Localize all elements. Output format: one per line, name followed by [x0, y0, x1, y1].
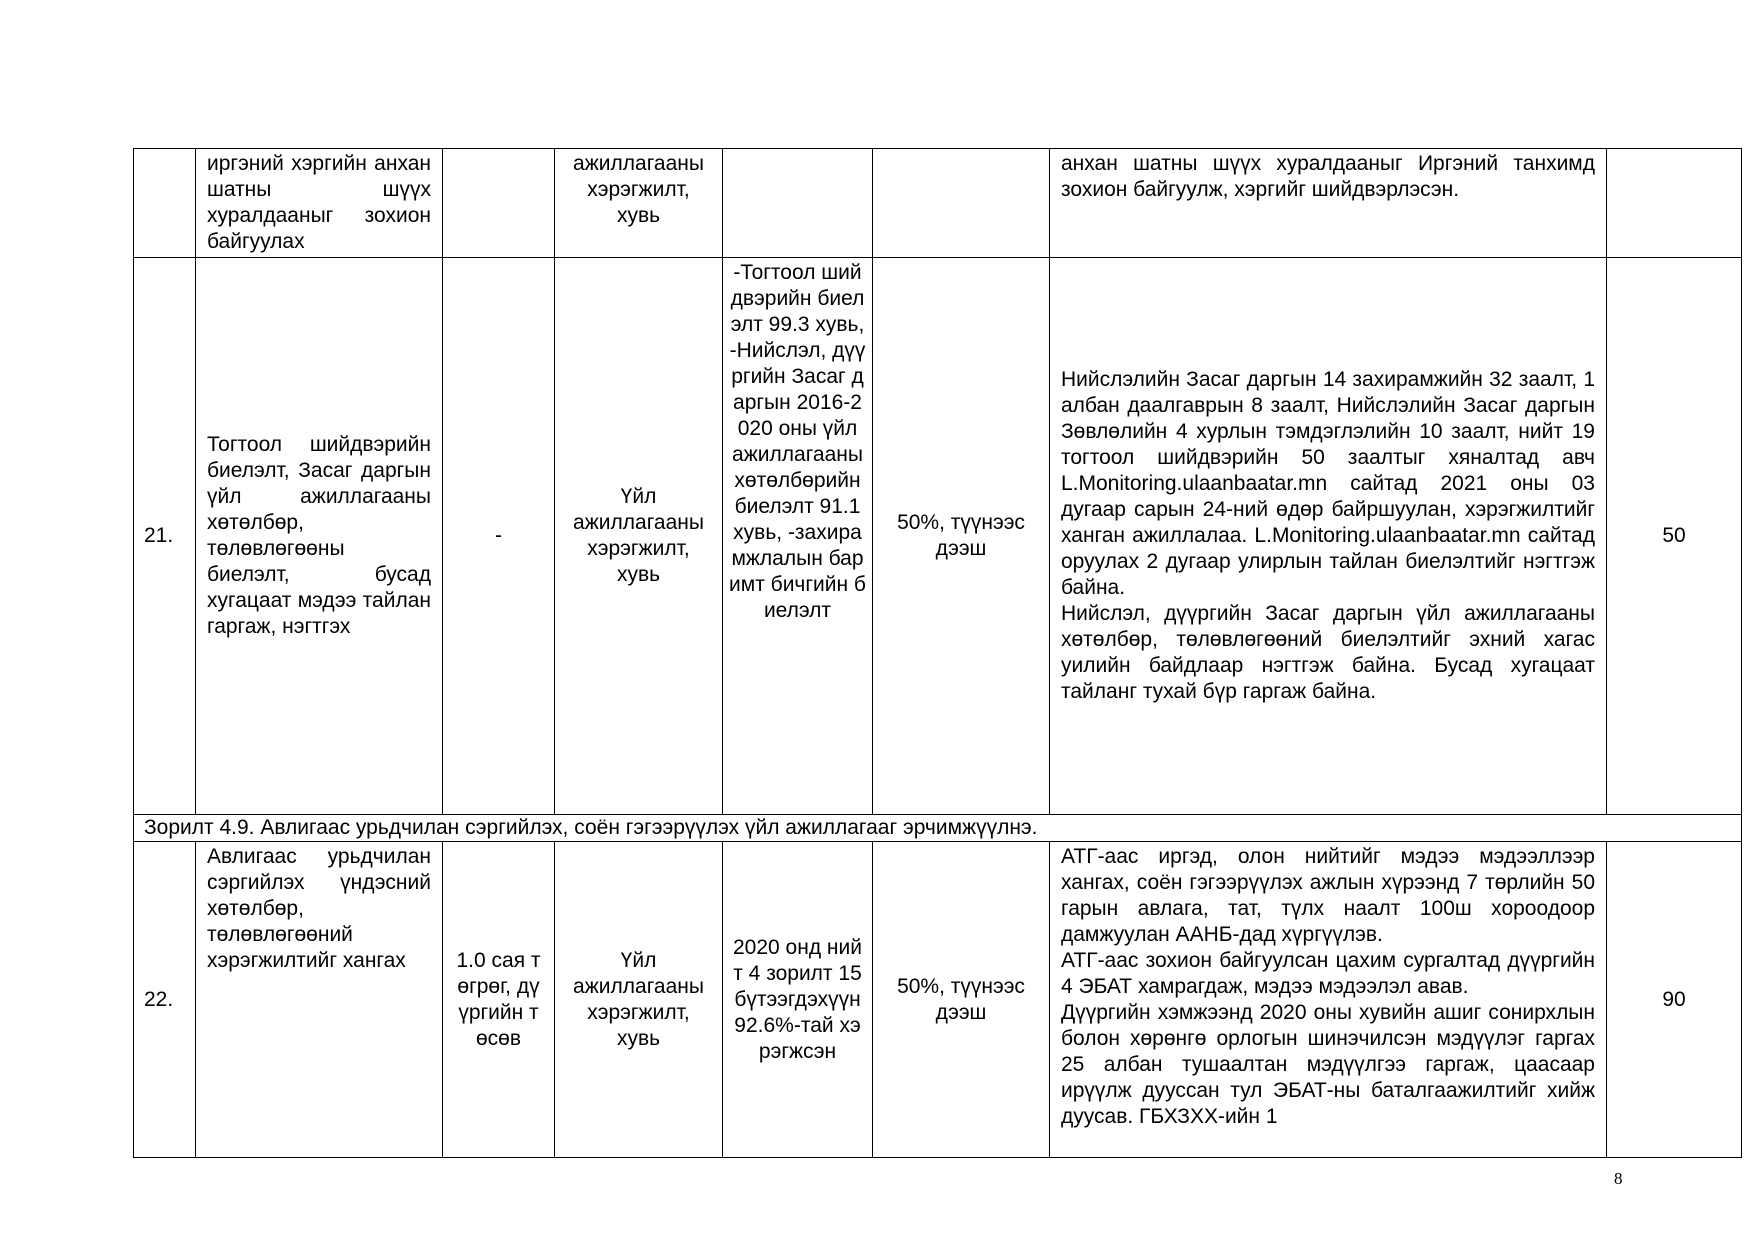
row-number-cell: 21. — [134, 258, 196, 815]
budget-cell: - — [443, 258, 555, 815]
score-cell: 90 — [1607, 842, 1742, 1158]
target-cell: 50%, түүнээс дээш — [873, 258, 1050, 815]
section-title: Зорилт 4.9. Авлигаас урьдчилан сэргийлэх, соён гэгээрүүлэх үйл ажиллагааг эрчимжүүлнэ. — [134, 815, 1742, 842]
baseline-cell: -Тогтоол шийдвэрийн биелэлт 99.3 хувь, -Нийслэл, дүүргийн Засаг даргын 2016-2020 оны үйл ажиллагааны хөтөлбөрийн биелэлт 91.1 хувь, -захирамжлалын баримт бичгийн биелэлт — [723, 258, 873, 815]
target-cell — [873, 149, 1050, 258]
indicator-cell: Үйл ажиллагааны хэрэгжилт, хувь — [555, 842, 723, 1158]
report-paragraph: АТГ-аас зохион байгуулсан цахим сургалтад дүүргийн 4 ЭБАТ хамрагдаж, мэдээ мэдээлэл авав. — [1061, 949, 1595, 998]
activity-cell: Авлигаас урьдчилан сэргийлэх үндэсний хөтөлбөр, төлөвлөгөөний хэрэгжилтийг хангах — [196, 842, 443, 1158]
row-number-cell — [134, 149, 196, 258]
report-cell: анхан шатны шүүх хуралдааныг Иргэний танхимд зохион байгуулж, хэргийг шийдвэрлэсэн. — [1050, 149, 1607, 258]
score-cell — [1607, 149, 1742, 258]
table-row — [134, 258, 1742, 815]
score-cell: 50 — [1607, 258, 1742, 815]
report-paragraph: Дүүргийн хэмжээнд 2020 оны хувийн ашиг сонирхлын болон хөрөнгө орлогын шинэчилсэн мэдүүлэг гаргах 25 албан тушаалтан мэдүүлгээ гаргаж, цаасаар ирүүлж дууссан тул ЭБАТ-ны баталгаажилтийг хийж дуусав. ГБХЗХХ-ийн 1 — [1061, 1001, 1595, 1128]
activity-cell: иргэний хэргийн анхан шатны шүүх хуралдааныг зохион байгуулах — [196, 149, 443, 258]
report-paragraph: АТГ-аас иргэд, олон нийтийг мэдээ мэдээллээр хангах, соён гэгээрүүлэх ажлын хүрээнд 7 төрлийн 50 гарын авлага, тат, түлх наалт 100ш хороодоор дамжуулан ААНБ-дад хүргүүлэв. — [1061, 845, 1595, 946]
page-number: 8 — [1614, 1169, 1623, 1188]
report-cell — [1050, 842, 1607, 1158]
budget-cell: 1.0 сая төгрөг, дүүргийн төсөв — [443, 842, 555, 1158]
budget-cell — [443, 149, 555, 258]
report-table — [133, 148, 1742, 1158]
target-cell: 50%, түүнээс дээш — [873, 842, 1050, 1158]
activity-cell: Тогтоол шийдвэрийн биелэлт, Засаг даргын үйл ажиллагааны хөтөлбөр, төлөвлөгөөны биелэлт, бусад хугацаат мэдээ тайлан гаргаж, нэгтгэх — [196, 258, 443, 815]
indicator-cell: Үйл ажиллагааны хэрэгжилт, хувь — [555, 258, 723, 815]
row-number-cell: 22. — [134, 842, 196, 1158]
table-row — [134, 149, 1742, 258]
section-row — [134, 815, 1742, 842]
report-cell — [1050, 258, 1607, 815]
baseline-cell — [723, 149, 873, 258]
report-paragraph: Нийслэл, дүүргийн Засаг даргын үйл ажиллагааны хөтөлбөр, төлөвлөгөөний биелэлтийг эхний хагас уилийн байдлаар нэгтгэж байна. Бусад хугацаат тайланг тухай бүр гаргаж байна. — [1061, 602, 1595, 703]
baseline-cell: 2020 онд нийт 4 зорилт 15 бүтээгдэхүүн 92.6%-тай хэрэгжсэн — [723, 842, 873, 1158]
table-row — [134, 842, 1742, 1158]
report-paragraph: Нийслэлийн Засаг даргын 14 захирамжийн 32 заалт, 1 албан даалгаврын 8 заалт, Нийслэлийн Засаг даргын Зөвлөлийн 4 хурлын тэмдэглэлийн 10 заалт, нийт 19 тогтоол шийдвэрийн 50 заалтыг хяналтад авч L.Monitoring.ulaanbaatar.mn сайтад 2021 оны 03 дугаар сарын 24-ний өдөр байршуулан, хэрэгжилтийг ханган ажиллалаа. L.Monitoring.ulaanbaatar.mn сайтад оруулах 2 дугаар улирлын тайлан биелэлтийг нэгтгэж байна. — [1061, 368, 1595, 599]
indicator-cell: ажиллагааны хэрэгжилт, хувь — [555, 149, 723, 258]
